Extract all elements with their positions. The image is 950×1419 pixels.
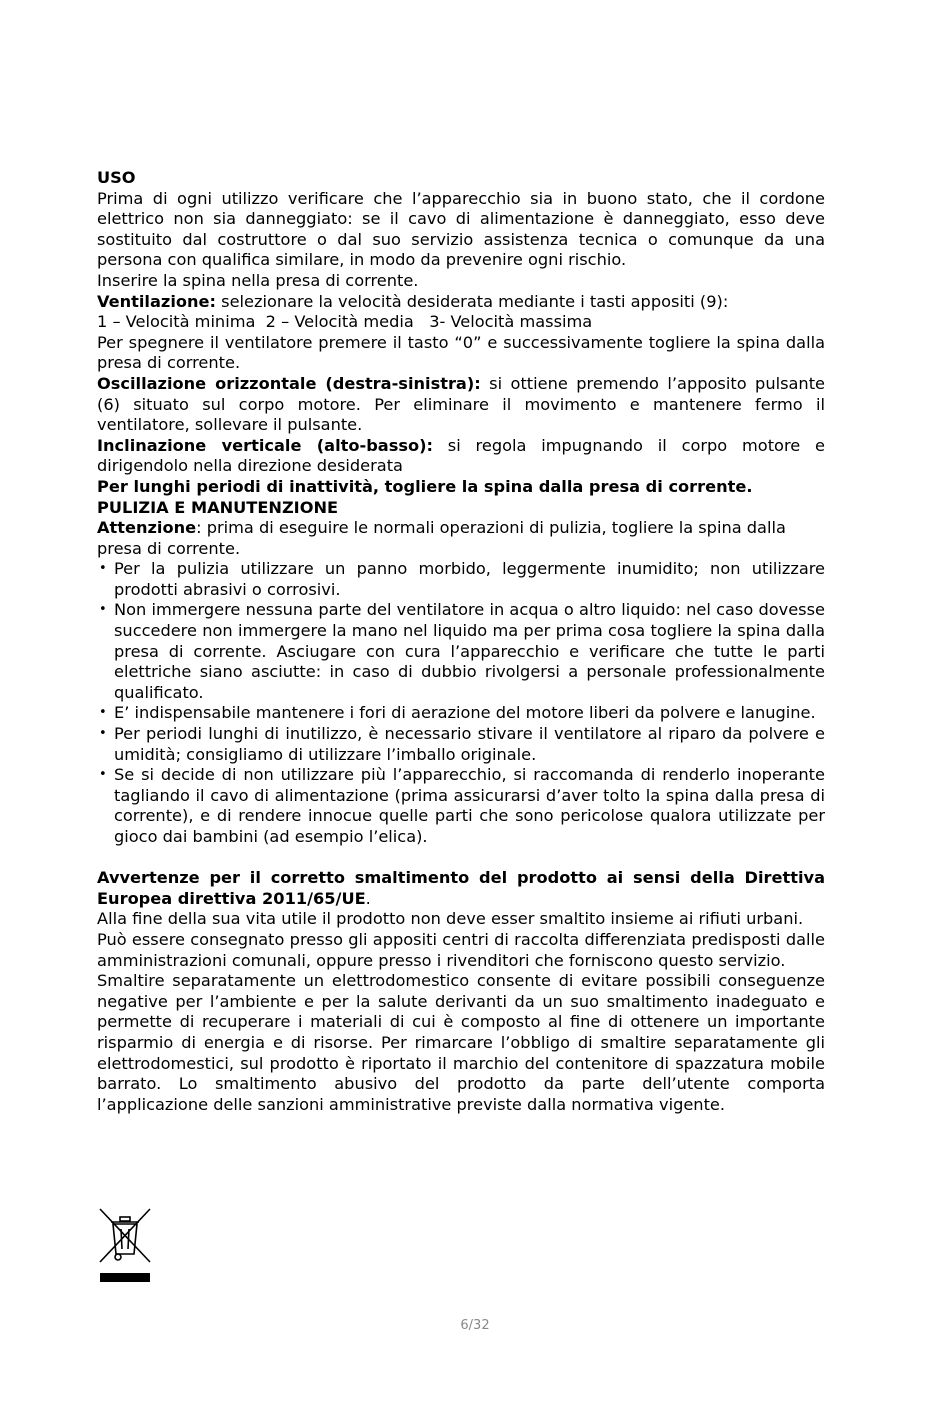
attention-label: Attenzione [97,518,197,538]
ventilation-paragraph [97,292,825,313]
list-item [97,724,825,765]
bullet-icon: • [99,705,107,721]
bullet-icon: • [99,726,107,742]
list-item [97,600,825,703]
disposal-paragraph-1: Alla fine della sua vita utile il prodotto non deve esser smaltito insieme ai rifiuti urbani. [97,909,804,929]
oscillation-label: Oscillazione orizzontale (destra-sinistra): [97,373,481,393]
tilt-paragraph [97,436,825,477]
list-item [97,559,825,600]
list-item-text: Se si decide di non utilizzare più l’apparecchio, si raccomanda di renderlo inoperante tagliando il cavo di alimentazione (prima assicurarsi d’aver tolto la spina dalla presa di corrente), e di rendere innocue quelle parti che sono pericolose qualora utilizzate per gioco dai bambini (ad esempio l’elica). [114,765,825,846]
crossed-out-wheelie-bin-icon [97,1207,153,1283]
bullet-icon: • [99,602,107,618]
bullet-icon: • [99,767,107,783]
inactivity-warning: Per lunghi periodi di inattività, togliere la spina dalla presa di corrente. [97,476,753,496]
tilt-text: si regola impugnando il corpo motore e dirigendolo nella direzione desiderata [97,435,825,476]
list-item [97,765,825,847]
ventilation-text: selezionare la velocità desiderata mediante i tasti appositi (9): [215,291,729,311]
list-item-text: Non immergere nessuna parte del ventilatore in acqua o altro liquido: nel caso dovesse succedere non immergere la mano nel liquido ma per prima cosa togliere la spina dalla presa di corrente. Asciugare con cura l’apparecchio e verificare che tutte le parti elettriche siano asciutte: in caso di dubbio rivolgersi a personale professionalmente qualificato. [114,600,825,702]
section-heading-uso: USO [97,168,136,187]
disposal-paragraph-2: Può essere consegnato presso gli appositi centri di raccolta differenziata predisposti dalle amministrazioni comunali, oppure presso i rivenditori che forniscono questo servizio. [97,929,825,970]
page-number: 6/32 [460,1318,490,1333]
disposal-heading-end: . [365,888,371,908]
tilt-label: Inclinazione verticale (alto-basso): [97,435,433,455]
list-item-text: E’ indispensabile mantenere i fori di aerazione del motore liberi da polvere e lanugine. [114,703,816,723]
disposal-heading-paragraph [97,868,825,909]
uso-plug-paragraph: Inserire la spina nella presa di corrente. [97,270,419,290]
disposal-heading: Avvertenze per il corretto smaltimento del prodotto ai sensi della Direttiva Europea direttiva 2011/65/UE [97,868,825,908]
off-paragraph: Per spegnere il ventilatore premere il tasto “0” e successivamente togliere la spina dalla presa di corrente. [97,332,825,373]
ventilation-label: Ventilazione: [97,291,216,311]
attention-paragraph [97,518,825,559]
list-item-text: Per periodi lunghi di inutilizzo, è necessario stivare il ventilatore al riparo da polvere e umidità; consigliamo di utilizzare l’imballo originale. [114,724,825,764]
section-heading-pulizia: PULIZIA E MANUTENZIONE [97,497,339,517]
cleaning-bullet-list [97,559,825,847]
section-spacer [97,848,825,869]
bullet-icon: • [99,561,107,577]
oscillation-paragraph [97,374,825,436]
attention-text: : prima di eseguire le normali operazioni di pulizia, togliere la spina dalla presa di corrente. [97,518,786,558]
list-item-text: Per la pulizia utilizzare un panno morbido, leggermente inumidito; non utilizzare prodotti abrasivi o corrosivi. [114,559,825,599]
disposal-paragraph-3: Smaltire separatamente un elettrodomestico consente di evitare possibili conseguenze negative per l’ambiente e per la salute derivanti da un suo smaltimento inadeguato e permette di recuperare i materiali di cui è composto al fine di ottenere un importante risparmio di energia e di risorse. Per rimarcare l’obbligo di smaltire separatamente gli elettrodomestici, sul prodotto è riportato il marchio del contenitore di spazzatura mobile barrato. Lo smaltimento abusivo del prodotto da parte dell’utente comporta l’applicazione delle sanzioni amministrative previste dalla normativa vigente. [97,971,825,1114]
list-item [97,703,825,724]
speeds-line: 1 – Velocità minima 2 – Velocità media 3- Velocità massima [97,312,593,332]
oscillation-text: si ottiene premendo l’apposito pulsante (6) situato sul corpo motore. Per eliminare il movimento e mantenere fermo il ventilatore, sollevare il pulsante. [97,373,825,435]
manual-page-content [97,168,825,1115]
uso-intro-paragraph: Prima di ogni utilizzo verificare che l’apparecchio sia in buono stato, che il cordone elettrico non sia danneggiato: se il cavo di alimentazione è danneggiato, esso deve sostituito dal costruttore o dal suo servizio assistenza tecnica o comunque da una persona con qualifica similare, in modo da prevenire ogni rischio. [97,188,825,270]
